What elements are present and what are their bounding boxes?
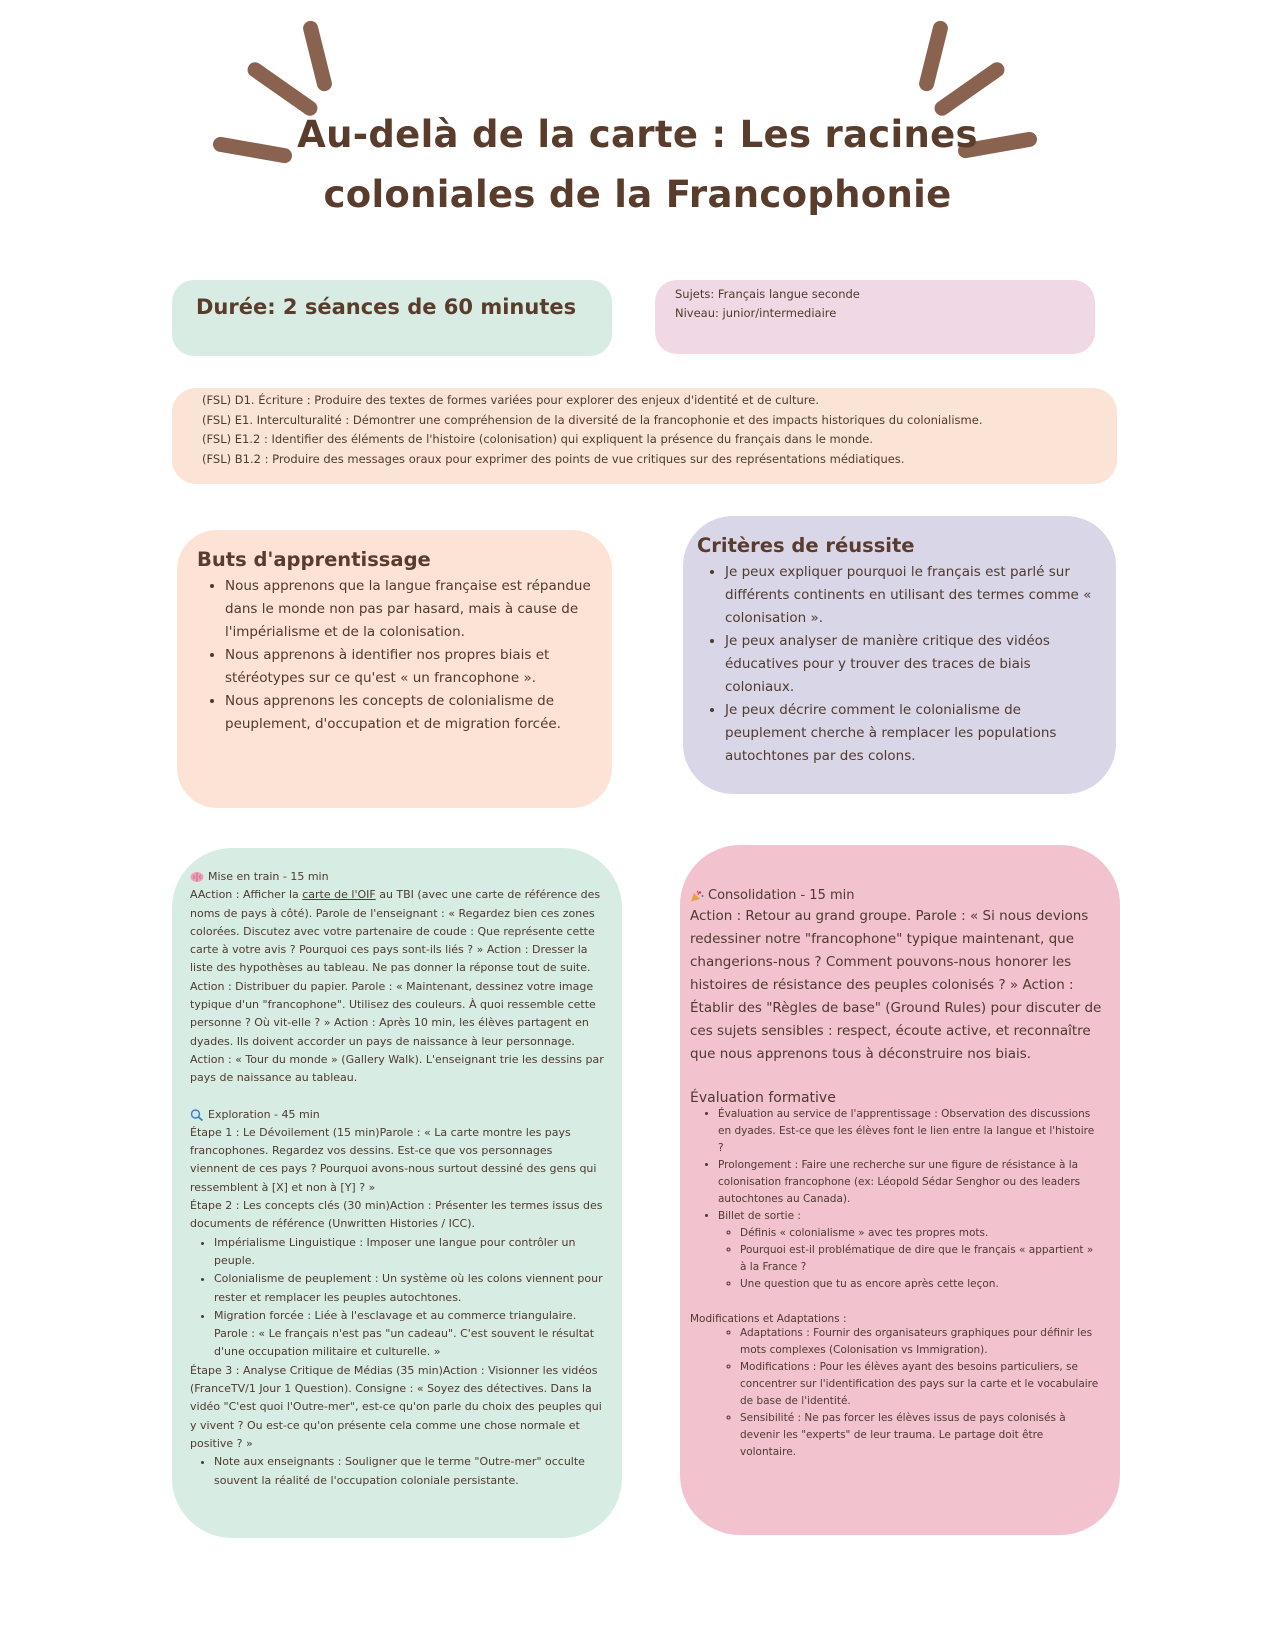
formative-evaluation-title: Évaluation formative [690,1090,836,1106]
teacher-note: • Note aux enseignants : Souligner que le terme "Outre-mer" occulte souvent la réalité de l'occupation coloniale persistante. [214,1453,604,1490]
magnifier-icon [190,1109,204,1121]
teacher-note-list [190,1453,604,1490]
oif-map-link[interactable]: carte de l'OIF [302,888,376,902]
list-item: • Nous apprenons à identifier nos propres biais et stéréotypes sur ce qu'est « un francophone ». [225,644,592,690]
exploration-step-2: Étape 2 : Les concepts clés (30 min)Action : Présenter les termes issus des documents de référence (Unwritten Histories / ICC). [190,1199,603,1231]
success-criteria-list [697,561,1102,768]
expectation-item: (FSL) D1. Écriture : Produire des textes de formes variées pour explorer des enjeux d'identité et de culture. [202,393,819,407]
party-popper-icon [690,890,704,902]
key-concepts-list [190,1234,604,1362]
modifications-list [690,1325,1102,1461]
list-item: • Migration forcée : Liée à l'esclavage et au commerce triangulaire. Parole : « Le français n'est pas "un cadeau". C'est souvent le résultat d'une occupation militaire et culturelle. » [214,1307,604,1362]
list-item: • Prolongement : Faire une recherche sur une figure de résistance à la colonisation francophone (ex: Léopold Sédar Senghor ou des leaders autochtones au Canada). [718,1157,1102,1208]
consolidation-heading-text: Consolidation - 15 min [708,888,855,903]
decorative-ray [918,19,950,92]
list-item: • Je peux décrire comment le colonialisme de peuplement cherche à remplacer les populations autochtones par des colons. [725,699,1102,768]
brain-icon [190,871,204,883]
list-item: ◦ Sensibilité : Ne pas forcer les élèves issus de pays colonisés à devenir les "experts" de leur trauma. Le partage doit être volontaire. [740,1410,1102,1461]
list-item: • Évaluation au service de l'apprentissage : Observation des discussions en dyades. Est-ce que les élèves font le lien entre la langue et l'histoire ? [718,1106,1102,1157]
warm-up-text-start: AAction : Afficher la [190,888,303,902]
subjects-text: Sujets: Français langue seconde [675,287,860,301]
list-item: ◦ Définis « colonialisme » avec tes propres mots. [740,1225,1102,1242]
learning-goals-list [197,575,592,736]
consolidation-box [680,845,1120,1535]
list-item: • Nous apprenons les concepts de colonialisme de peuplement, d'occupation et de migration forcée. [225,690,592,736]
subjects-box [655,280,1095,354]
expectation-item: (FSL) E1. Interculturalité : Démontrer une compréhension de la diversité de la francophonie et des impacts historiques du colonialisme. [202,412,983,427]
exploration-heading [190,1106,604,1124]
expectation-item: (FSL) E1.2 : Identifier des éléments de l'histoire (colonisation) qui expliquent la présence du français dans le monde. [202,432,874,446]
list-item: • Colonialisme de peuplement : Un système où les colons viennent pour rester et remplacer les peuples autochtones. [214,1270,604,1307]
level-text: Niveau: junior/intermediaire [675,306,837,320]
warm-up-heading-text: Mise en train - 15 min [208,870,329,883]
duration-text: Durée: 2 séances de 60 minutes [196,295,577,319]
duration-box [172,280,612,356]
lesson-sequence-box [172,848,622,1538]
title-line-2: coloniales de la Francophonie [323,173,952,216]
warm-up-text [190,886,604,1087]
expectation-item: (FSL) B1.2 : Produire des messages oraux pour exprimer des points de vue critiques sur des représentations médiatiques. [202,451,905,466]
warm-up-text-end: au TBI (avec une carte de référence des noms de pays à côté). Parole de l'enseignant : « Regardez bien ces zones colorées. Discutez avec votre partenaire de coude : Que représente cette carte à votre avis ? Pourquoi ces pays sont-ils liés ? » Action : Dresser la liste des hypothèses au tableau. Ne pas donner la réponse tout de suite. Action : Distribuer du papier. Parole : « Maintenant, dessinez votre image typique d'un "francophone". Utilisez des couleurs. À quoi ressemble cette personne ? Où vit-elle ? » Action : Après 10 min, les élèves partagent en dyades. Ils doivent accorder un pays de naissance à leur personnage. Action : « Tour du monde » (Gallery Walk). L'enseignant trie les dessins par pays de naissance au tableau. [190,888,604,1085]
exploration-heading-text: Exploration - 45 min [208,1107,320,1121]
list-item: • Je peux analyser de manière critique des vidéos éducatives pour y trouver des traces de biais coloniaux. [725,630,1102,699]
list-item: ◦ Pourquoi est-il problématique de dire que le français « appartient » à la France ? [740,1242,1102,1276]
exit-ticket-label: Billet de sortie : [718,1210,801,1222]
page-title [215,105,1060,225]
list-item: ◦ Une question que tu as encore après cette leçon. [740,1276,1102,1293]
exploration-step-3: Étape 3 : Analyse Critique de Médias (35 min)Action : Visionner les vidéos (FranceTV/1 Jour 1 Question). Consigne : « Soyez des détectives. Dans la vidéo "C'est quoi l'Outre-mer", est-ce qu'on parle du choix des peuples qui y vivent ? Ou est-ce qu'on présente cela comme une chose normale et positive ? » [190,1363,602,1450]
success-criteria-box [683,516,1116,794]
consolidation-text: Action : Retour au grand groupe. Parole : « Si nous devions redessiner notre "francophone" typique maintenant, que changerions-nous ? Comment pouvons-nous honorer les histoires de résistance des peuples colonisés ? » Action : Établir des "Règles de base" (Ground Rules) pour discuter de ces sujets sensibles : respect, écoute active, et reconnaître que nous apprenons tous à déconstruire nos biais. [690,908,1102,1062]
warm-up-heading [190,868,604,886]
consolidation-heading [690,888,1102,903]
formative-evaluation-list [690,1106,1102,1293]
list-item: ◦ Modifications : Pour les élèves ayant des besoins particuliers, se concentrer sur l'identification des pays sur la carte et le vocabulaire de base de l'identité. [740,1359,1102,1410]
success-criteria-title: Critères de réussite [697,534,915,557]
exit-ticket-list [718,1225,1102,1293]
list-item: • Nous apprenons que la langue française est répandue dans le monde non pas par hasard, mais à cause de l'impérialisme et de la colonisation. [225,575,592,644]
list-item: ◦ Adaptations : Fournir des organisateurs graphiques pour définir les mots complexes (Colonisation vs Immigration). [740,1325,1102,1359]
list-item: • Impérialisme Linguistique : Imposer une langue pour contrôler un peuple. [214,1234,604,1271]
learning-goals-box [177,530,612,808]
modifications-title: Modifications et Adaptations : [690,1313,847,1325]
list-item: • Je peux expliquer pourquoi le français est parlé sur différents continents en utilisant des termes comme « colonisation ». [725,561,1102,630]
expectations-box [172,388,1117,484]
exploration-step-1: Étape 1 : Le Dévoilement (15 min)Parole : « La carte montre les pays francophones. Regardez vos dessins. Est-ce que vos personnages viennent de ces pays ? Pourquoi avons-nous surtout dessiné des gens qui ressemblent à [X] et non à [Y] ? » [190,1125,597,1194]
learning-goals-title: Buts d'apprentissage [197,548,431,571]
title-line-1: Au-delà de la carte : Les racines [297,113,978,156]
list-item [718,1208,1102,1293]
decorative-ray [302,19,334,92]
